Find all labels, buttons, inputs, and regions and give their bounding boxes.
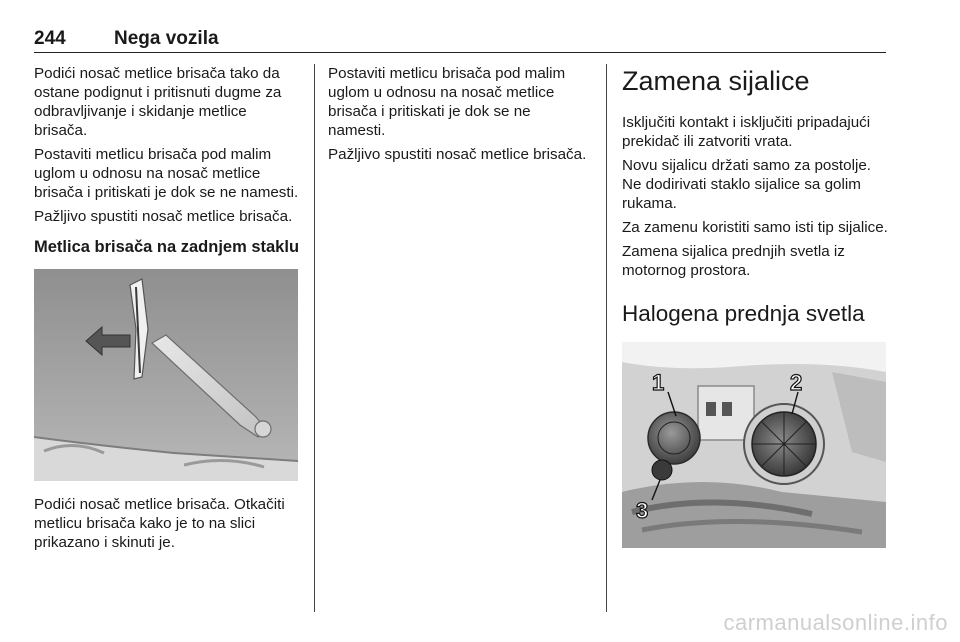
paragraph: Pažljivo spustiti nosač metlice brisača. bbox=[34, 208, 293, 225]
paragraph: Zamena sijalica prednjih svetla iz motornog prostora. bbox=[622, 243, 845, 279]
paragraph: Za zamenu koristiti samo isti tip sijalice. bbox=[622, 219, 888, 236]
paragraph: Isključiti kontakt i isključiti pripadajući prekidač ili zatvoriti vrata. bbox=[622, 114, 871, 150]
section-heading: Metlica brisača na zadnjem staklu bbox=[34, 238, 300, 256]
column-divider bbox=[314, 64, 315, 612]
callout-3: 3 bbox=[636, 498, 649, 523]
column-right bbox=[622, 64, 890, 562]
column-left bbox=[34, 64, 302, 557]
section-heading: Halogena prednja svetla bbox=[622, 301, 865, 326]
section-title: Zamena sijalice bbox=[622, 66, 810, 96]
paragraph: Novu sijalicu držati samo za postolje. Ne dodirivati staklo sijalice sa golim rukama. bbox=[622, 157, 872, 212]
page-number: 244 bbox=[34, 28, 66, 49]
halogen-headlamp-illustration bbox=[622, 342, 886, 548]
paragraph: Podići nosač metlice brisača. Otkačiti metlicu brisača kako je to na slici prikazano i skinuti je. bbox=[34, 496, 285, 551]
paragraph: Postaviti metlicu brisača pod malim uglom u odnosu na nosač metlice brisača i pritiskati je dok se ne namesti. bbox=[34, 146, 299, 201]
chapter-title: Nega vozila bbox=[114, 28, 219, 49]
rear-wiper-illustration bbox=[34, 269, 298, 481]
paragraph: Postaviti metlicu brisača pod malim uglom u odnosu na nosač metlice brisača i pritiskati je dok se ne namesti. bbox=[328, 65, 566, 139]
column-divider bbox=[606, 64, 607, 612]
paragraph: Podići nosač metlice brisača tako da ostane podignut i pritisnuti dugme za odbravljivanje i skidanje metlice brisača. bbox=[34, 65, 282, 139]
callout-2: 2 bbox=[790, 370, 803, 395]
callout-1: 1 bbox=[652, 370, 665, 395]
watermark: carmanualsonline.info bbox=[723, 610, 948, 635]
column-middle bbox=[328, 64, 590, 169]
page-header bbox=[34, 28, 886, 53]
paragraph: Pažljivo spustiti nosač metlice brisača. bbox=[328, 146, 587, 163]
